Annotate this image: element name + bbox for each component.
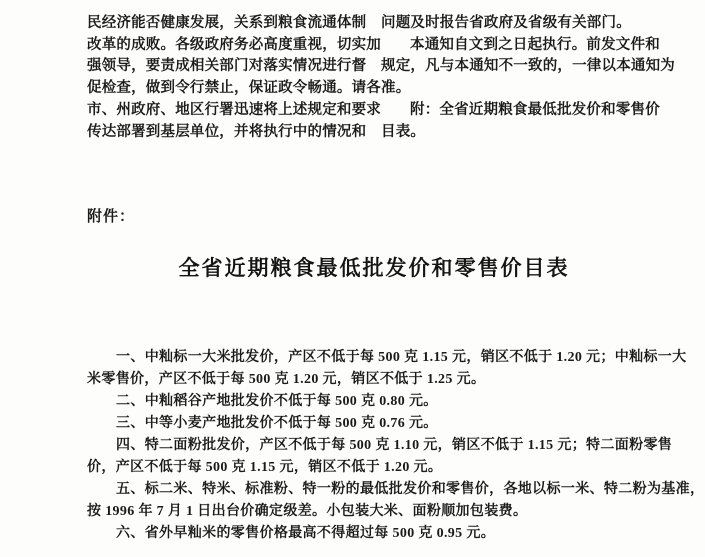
price-item-line: 六、省外早籼米的零售价格最高不得超过每 500 克 0.95 元。 bbox=[116, 526, 496, 542]
intro-left-column bbox=[87, 13, 381, 143]
attachment-label: 附件： bbox=[87, 209, 136, 226]
price-item-line: 二、中籼稻谷产地批发价不低于每 500 克 0.80 元。 bbox=[116, 394, 438, 410]
text-line: 问题及时报告省政府及省级有关部门。 bbox=[381, 15, 631, 31]
text-line: 本通知自文到之日起执行。前发文件和 bbox=[410, 36, 660, 53]
intro-right-column bbox=[381, 13, 675, 143]
text-line: 附：全省近期粮食最低批发价和零售价 bbox=[410, 101, 660, 118]
text-line: 促检查，做到令行禁止，保证政令畅通。请各 bbox=[87, 80, 381, 97]
text-line: 强领导，要责成相关部门对落实情况进行督 bbox=[87, 58, 367, 75]
price-item-line: 三、中等小麦产地批发价不低于每 500 克 0.76 元。 bbox=[116, 416, 438, 432]
price-item-line: 四、特二面粉批发价，产区不低于每 500 克 1.10 元，销区不低于 1.15 元；特二面粉零售 bbox=[116, 438, 673, 454]
text-line: 市、州政府、地区行署迅速将上述规定和要求 bbox=[87, 101, 381, 118]
intro-two-column-block bbox=[0, 0, 705, 143]
text-line: 民经济能否健康发展，关系到粮食流通体制 bbox=[87, 15, 367, 31]
price-item-line: 五、标二米、特米、标准粉、特一粉的最低批发价和零售价，各地以标一米、特二粉为基准， bbox=[116, 482, 705, 498]
price-item-line: 价，产区不低于每 500 克 1.15 元，销区不低于 1.20 元。 bbox=[87, 460, 443, 476]
text-line: 规定，凡与本通知不一致的，一律以本通知为 bbox=[381, 58, 675, 75]
text-line: 改革的成败。各级政府务必高度重视，切实加 bbox=[87, 36, 381, 53]
text-line: 目表。 bbox=[381, 123, 426, 140]
text-line: 准。 bbox=[381, 80, 411, 97]
price-list bbox=[87, 347, 705, 545]
price-item-line: 按 1996 年 7 月 1 日出台价确定级差。小包装大米、面粉顺加包装费。 bbox=[87, 504, 528, 520]
text-line: 传达部署到基层单位，并将执行中的情况和 bbox=[87, 123, 367, 140]
price-item-line: 一、中籼标一大米批发价，产区不低于每 500 克 1.15 元，销区不低于 1.20 元；中籼标一大 bbox=[116, 350, 687, 366]
price-item-line: 米零售价，产区不低于每 500 克 1.20 元，销区不低于 1.25 元。 bbox=[87, 372, 486, 388]
attachment-title: 全省近期粮食最低批发价和零售价目表 bbox=[178, 256, 570, 281]
